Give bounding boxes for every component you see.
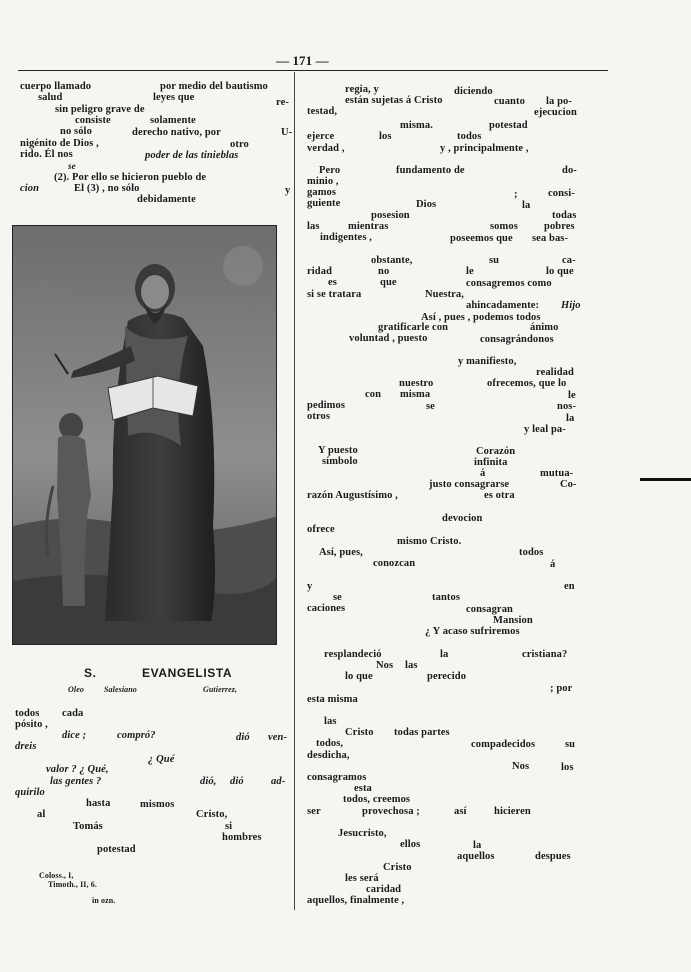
- text-line: las gentes ?: [50, 776, 102, 787]
- text-line: pobres: [544, 221, 575, 232]
- text-line: U-: [281, 127, 293, 138]
- text-line: ofrece: [307, 524, 335, 535]
- text-line: cada: [62, 708, 84, 719]
- text-line: la po-: [546, 96, 572, 107]
- text-line: desdicha,: [307, 750, 350, 761]
- text-line: nos-: [557, 401, 577, 412]
- text-line: minio ,: [307, 176, 339, 187]
- text-line: dice ;: [62, 730, 87, 741]
- text-line: poseemos que: [450, 233, 513, 244]
- text-line: ;: [514, 189, 518, 200]
- text-line: El (3) , no sólo: [74, 183, 140, 194]
- text-line: Tomás: [73, 821, 103, 832]
- text-line: Cristo: [345, 727, 374, 738]
- text-line: ofrecemos, que lo: [487, 378, 567, 389]
- text-line: valor ? ¿ Qué,: [46, 764, 109, 775]
- text-line: diciendo: [454, 86, 493, 97]
- text-line: símbolo: [322, 456, 358, 467]
- text-line: do-: [562, 165, 577, 176]
- text-line: nigénito de Dios ,: [20, 138, 99, 149]
- text-line: posesion: [371, 210, 410, 221]
- text-line: otro: [230, 139, 249, 150]
- text-line: justo consagrarse: [429, 479, 510, 490]
- text-line: verdad ,: [307, 143, 345, 154]
- text-line: Cristo,: [196, 809, 228, 820]
- text-line: ellos: [400, 839, 421, 850]
- text-line: Nuestra,: [425, 289, 465, 300]
- text-line: Nos: [512, 761, 530, 772]
- text-line: su: [565, 739, 576, 750]
- text-line: Nos: [376, 660, 394, 671]
- text-line: voluntad , puesto: [349, 333, 428, 344]
- text-line: esta: [354, 783, 372, 794]
- header-rule: [18, 70, 608, 71]
- text-line: perecido: [427, 671, 467, 682]
- text-line: indigentes ,: [320, 232, 372, 243]
- text-line: todos, creemos: [343, 794, 411, 805]
- text-line: ¿ Qué: [148, 754, 175, 765]
- text-line: lo que: [345, 671, 373, 682]
- text-line: ridad: [307, 266, 333, 277]
- text-line: es: [328, 277, 337, 288]
- text-line: no: [378, 266, 390, 277]
- text-line: realidad: [536, 367, 574, 378]
- text-line: cion: [20, 183, 40, 194]
- text-line: resplandeció: [324, 649, 382, 660]
- text-line: debidamente: [137, 194, 196, 205]
- text-line: las: [307, 221, 320, 232]
- text-line: esta misma: [307, 694, 358, 705]
- text-line: sin peligro grave de: [55, 104, 145, 115]
- text-line: en: [564, 581, 575, 592]
- text-line: nuestro: [399, 378, 434, 389]
- text-line: por medio del bautismo: [160, 81, 268, 92]
- text-line: se: [333, 592, 342, 603]
- text-line: mutua-: [540, 468, 574, 479]
- text-line: consagremos como: [466, 278, 552, 289]
- page-number: — 171 —: [276, 53, 329, 68]
- text-line: sea bas-: [532, 233, 569, 244]
- text-line: Así , pues , podemos todos: [421, 312, 541, 323]
- text-line: Así, pues,: [319, 547, 363, 558]
- text-line: misma: [400, 389, 431, 400]
- text-line: cuerpo llamado: [20, 81, 92, 92]
- text-line: Co-: [560, 479, 577, 490]
- edge-mark: [640, 478, 691, 481]
- text-line: hombres: [222, 832, 262, 843]
- text-line: potestad: [97, 844, 136, 855]
- text-line: la: [566, 413, 575, 424]
- text-line: Cristo: [383, 862, 412, 873]
- text-line: solamente: [150, 115, 196, 126]
- text-line: así: [454, 806, 467, 817]
- text-line: le: [568, 390, 576, 401]
- text-line: y: [285, 185, 291, 196]
- footnote: Timoth., II, 6.: [48, 880, 97, 889]
- text-line: si: [225, 821, 233, 832]
- text-line: mientras: [348, 221, 389, 232]
- text-line: aquellos: [457, 851, 495, 862]
- text-line: todos: [15, 708, 40, 719]
- text-line: caridad: [366, 884, 402, 895]
- text-line: mismo Cristo.: [397, 536, 462, 547]
- text-line: todos: [519, 547, 544, 558]
- text-line: pósito ,: [15, 719, 48, 730]
- text-line: guiente: [307, 198, 341, 209]
- text-line: mismos: [140, 799, 175, 810]
- text-line: testad,: [307, 106, 338, 117]
- text-line: conozcan: [373, 558, 416, 569]
- text-line: dió,: [200, 776, 217, 787]
- text-line: les será: [345, 873, 379, 884]
- text-line: Dios: [416, 199, 437, 210]
- text-line: infinita: [474, 457, 508, 468]
- text-line: dreis: [15, 741, 37, 752]
- credit: Gutierrez,: [203, 685, 238, 694]
- text-line: con: [365, 389, 382, 400]
- text-line: todas: [552, 210, 577, 221]
- text-line: se: [426, 401, 435, 412]
- text-line: á: [480, 468, 486, 479]
- text-line: dió: [230, 776, 244, 787]
- text-line: es otra: [484, 490, 515, 501]
- text-line: Y puesto: [318, 445, 358, 456]
- text-line: compadecidos: [471, 739, 536, 750]
- text-line: no sólo: [60, 126, 92, 137]
- text-line: y leal pa-: [524, 424, 566, 435]
- text-line: Hijo: [561, 300, 581, 311]
- text-line: obstante,: [371, 255, 413, 266]
- text-line: consagrándonos: [480, 334, 554, 345]
- text-line: ad-: [271, 776, 286, 787]
- text-line: somos: [490, 221, 518, 232]
- text-line: y: [307, 581, 313, 592]
- text-line: leyes que: [153, 92, 195, 103]
- text-line: ven-: [268, 732, 288, 743]
- footnote: Coloss., I,: [39, 871, 74, 880]
- text-line: consagramos: [307, 772, 367, 783]
- text-line: la: [522, 200, 531, 211]
- text-line: dió: [236, 732, 250, 743]
- text-line: regia, y: [345, 84, 379, 95]
- text-line: ca-: [562, 255, 576, 266]
- text-line: consiste: [75, 115, 111, 126]
- text-line: todos,: [316, 738, 344, 749]
- text-line: ; por: [550, 683, 573, 694]
- text-line: gamos: [307, 187, 337, 198]
- text-line: derecho nativo, por: [132, 127, 221, 138]
- text-line: todas partes: [394, 727, 450, 738]
- text-line: ahincadamente:: [466, 300, 540, 311]
- text-line: á: [550, 559, 556, 570]
- text-line: caciones: [307, 603, 346, 614]
- text-line: provechosa ;: [362, 806, 420, 817]
- text-line: Corazón: [476, 446, 516, 457]
- text-line: razón Augustísimo ,: [307, 490, 398, 501]
- text-line: si se tratara: [307, 289, 362, 300]
- text-line: misma.: [400, 120, 433, 131]
- text-line: están sujetas á Cristo: [345, 95, 443, 106]
- text-line: Mansion: [493, 615, 533, 626]
- column-divider: [294, 72, 295, 910]
- text-line: que: [380, 277, 397, 288]
- text-line: hasta: [86, 798, 111, 809]
- text-line: ejerce: [307, 131, 335, 142]
- text-line: se: [68, 161, 76, 171]
- caption-title: EVANGELISTA: [142, 666, 233, 680]
- credit: Oleo: [68, 685, 84, 694]
- text-line: ánimo: [530, 322, 559, 333]
- footnote: in ozn.: [92, 896, 116, 905]
- text-line: ser: [307, 806, 321, 817]
- text-line: potestad: [489, 120, 528, 131]
- text-line: (2). Por ello se hicieron pueblo de: [54, 172, 207, 183]
- text-line: al: [37, 809, 46, 820]
- text-line: aquellos, finalmente ,: [307, 895, 405, 906]
- text-line: las: [405, 660, 418, 671]
- text-line: los: [379, 131, 392, 142]
- text-line: los: [561, 762, 574, 773]
- text-line: hicieren: [494, 806, 531, 817]
- text-line: gratificarle con: [378, 322, 449, 333]
- text-line: compró?: [117, 730, 156, 741]
- text-line: pedimos: [307, 400, 346, 411]
- text-line: quirilo: [15, 787, 45, 798]
- text-line: salud: [38, 92, 63, 103]
- text-line: otros: [307, 411, 331, 422]
- caption-prefix: S.: [84, 666, 97, 680]
- text-line: despues: [535, 851, 571, 862]
- text-line: su: [489, 255, 500, 266]
- text-line: devocion: [442, 513, 483, 524]
- text-line: poder de las tinieblas: [145, 150, 239, 161]
- text-line: las: [324, 716, 337, 727]
- saint-illustration: [12, 225, 277, 645]
- text-line: cuanto: [494, 96, 525, 107]
- text-line: consagran: [466, 604, 513, 615]
- text-line: Pero: [319, 165, 341, 176]
- text-line: fundamento de: [396, 165, 465, 176]
- text-line: lo que: [546, 266, 574, 277]
- text-line: ejecucion: [534, 107, 577, 118]
- text-line: le: [466, 266, 474, 277]
- text-line: ¿ Y acaso sufriremos: [425, 626, 520, 637]
- text-line: y , principalmente ,: [440, 143, 529, 154]
- text-line: rido. Él nos: [20, 149, 73, 160]
- text-line: re-: [276, 97, 289, 108]
- text-line: la: [440, 649, 449, 660]
- text-line: y manifiesto,: [458, 356, 517, 367]
- text-line: la: [473, 840, 482, 851]
- text-line: tantos: [432, 592, 461, 603]
- text-line: Jesucristo,: [338, 828, 387, 839]
- text-line: consi-: [548, 188, 575, 199]
- credit: Salesiano: [104, 685, 137, 694]
- text-line: cristiana?: [522, 649, 568, 660]
- text-line: todos: [457, 131, 482, 142]
